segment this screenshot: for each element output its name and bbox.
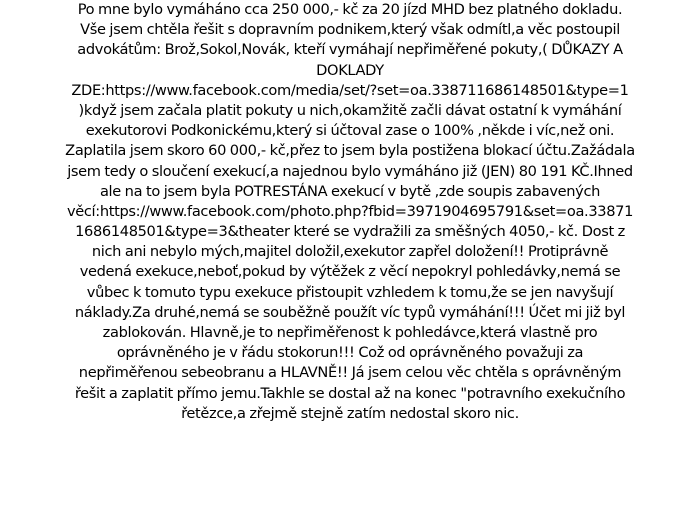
text-line: ZDE:https://www.facebook.com/media/set/?set=oa.338711686148501&type=1 [71,81,629,99]
text-line: nepřiměřenou sebeobranu a HLAVNĚ!! Já jsem celou věc chtěla s oprávněným [78,364,622,382]
text-line: vedená exekuce,neboť,pokud by výtěžek z věcí nepokryl pohledávky,nemá se [79,263,621,281]
text-line: advokátům: Brož,Sokol,Novák, kteří vymáhají nepřiměřené pokuty,( DŮKAZY A [77,41,623,59]
text-line: )když jsem začala platit pokuty u nich,okamžitě začli dávat ostatní k vymáhání [78,101,622,119]
text-line: řešit a zaplatit přímo jemu.Takhle se dostal až na konec "potravního exekučního [74,384,626,402]
text-line: Vše jsem chtěla řešit s dopravním podnikem,který však odmítl,a věc postoupil [80,21,620,39]
text-line: řetězce,a zřejmě stejně zatím nedostal skoro nic. [181,404,519,422]
text-line: nich ani nebylo mých,majitel doložil,exekutor zapřel doložení!! Protiprávně [91,243,609,261]
text-line: jsem tedy o sloučení exekucí,a najednou bylo vymáháno již (JEN) 80 191 KČ.Ihned [67,162,633,180]
text-line: Po mne bylo vymáháno cca 250 000,- kč za 20 jízd MHD bez platného dokladu. [77,1,623,18]
text-line: náklady.Za druhé,nemá se souběžně použít víc typů vymáhání!!! Účet mi již byl [74,303,626,321]
text-line: věcí:https://www.facebook.com/photo.php?fbid=3971904695791&set=oa.33871 [66,202,634,220]
text-line: exekutorovi Podkonickému,který si účtoval zase o 100% ,někde i víc,než oni. [85,122,615,140]
text-line: vůbec k tomuto typu exekuce přistoupit vzhledem k tomu,že se jen navyšují [86,283,614,301]
text-line: ale na to jsem byla POTRESTÁNA exekucí v bytě ,zde soupis zabavených [99,182,601,200]
text-line: Zaplatila jsem skoro 60 000,- kč,přez to jsem byla postižena blokací účtu.Zažádala [65,142,635,160]
slide-body-text [34,0,666,424]
text-line: 1686148501&type=3&theater které se vydražili za směšných 4050,- kč. Dost z [75,223,625,241]
text-line: zablokován. Hlavně,je to nepřiměřenost k pohledávce,která vlastně pro [102,324,598,341]
text-line: DOKLADY [316,61,384,79]
text-line: oprávněného je v řádu stokorun!!! Což od oprávněného považuji za [116,344,584,362]
